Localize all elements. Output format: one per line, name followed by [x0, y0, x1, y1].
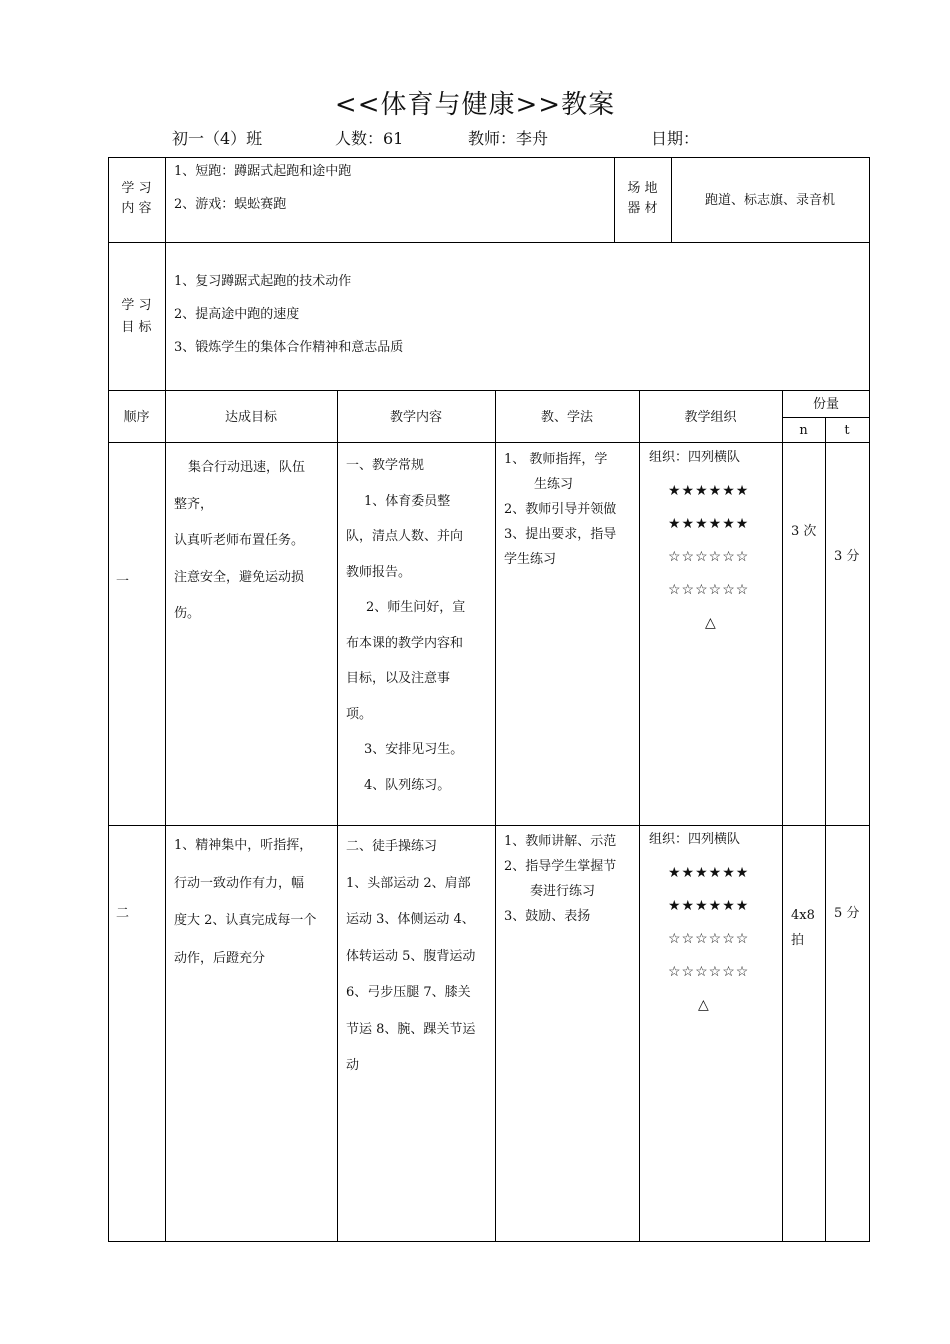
goal-item: 3、锻炼学生的集体合作精神和意志品质 — [174, 340, 404, 355]
row-n: 4x8 拍 — [791, 908, 815, 948]
row-order: 一 — [116, 574, 130, 589]
divider — [165, 157, 166, 1242]
content-label: 学 习 内 容 — [121, 181, 152, 216]
class-info: 初一（4）班 — [172, 129, 263, 148]
formation-row: △ — [705, 615, 717, 631]
formation-row: ★★★★★★ — [668, 483, 750, 499]
header-method: 教、学法 — [540, 410, 593, 425]
row-content: 一、教学常规 1、体育委员整 队，清点人数、并向 教师报告。 2、师生问好，宣 布本课的教学内容和 目标，以及注意事 项。 3、安排见习生。 4、队列练习。 — [346, 458, 466, 793]
venue-label: 场 地 器 材 — [627, 181, 658, 216]
date-label: 日期： — [651, 129, 700, 148]
divider — [108, 825, 870, 826]
divider — [782, 390, 783, 1242]
goal-item: 2、提高途中跑的速度 — [174, 307, 300, 322]
goal-label: 学 习 目 标 — [121, 298, 152, 335]
divider — [782, 417, 870, 418]
row-org-title: 组织：四列横队 — [649, 450, 741, 465]
row-method: 1、教师讲解、示范 2、指导学生掌握节 奏进行练习 3、鼓励、表扬 — [504, 834, 617, 924]
row-content: 二、徒手操练习 1、头部运动 2、肩部 运动 3、体侧运动 4、 体转运动 5、腹背运动 6、弓步压腿 7、膝关 节运 8、腕、踝关节运 动 — [346, 839, 476, 1073]
formation-row: △ — [698, 997, 710, 1013]
formation-row: ★★★★★★ — [668, 865, 750, 881]
header-n: n — [799, 423, 808, 438]
divider — [108, 390, 870, 391]
formation-row: ☆☆☆☆☆☆ — [668, 582, 750, 598]
header-org: 教学组织 — [684, 410, 737, 425]
divider — [495, 390, 496, 1242]
row-t: 3 分 — [834, 549, 860, 564]
table-border-right — [869, 157, 870, 1242]
lesson-plan-table — [108, 157, 870, 1242]
row-target: 1、精神集中，听指挥， 行动一致动作有力，幅 度大 2、认真完成每一个 动作，后蹬充分 — [174, 838, 317, 966]
row-order: 二 — [116, 906, 130, 921]
formation-row: ★★★★★★ — [668, 898, 750, 914]
formation-row: ☆☆☆☆☆☆ — [668, 964, 750, 980]
page-title: <<体育与健康>>教案 — [334, 90, 616, 120]
content-item: 2、游戏：蜈蚣赛跑 — [174, 197, 287, 212]
divider — [108, 442, 870, 443]
goal-item: 1、复习蹲踞式起跑的技术动作 — [174, 274, 352, 289]
row-t: 5 分 — [834, 906, 860, 921]
table-border-bottom — [108, 1241, 870, 1242]
content-item: 1、短跑：蹲踞式起跑和途中跑 — [174, 164, 352, 179]
teacher-name: 教师：李舟 — [468, 129, 549, 148]
formation-row: ☆☆☆☆☆☆ — [668, 931, 750, 947]
row-target: 集合行动迅速，队伍 整齐， 认真听老师布置任务。 注意安全，避免运动损 伤。 — [174, 460, 306, 621]
venue-value: 跑道、标志旗、录音机 — [704, 193, 835, 208]
student-count: 人数：61 — [335, 129, 404, 148]
divider — [825, 417, 826, 1242]
divider — [337, 390, 338, 1242]
formation-row: ☆☆☆☆☆☆ — [668, 549, 750, 565]
header-target: 达成目标 — [224, 410, 277, 425]
header-t: t — [844, 423, 850, 438]
row-method: 1、 教师指挥，学 生练习 2、教师引导并领做 3、提出要求，指导 学生练习 — [504, 452, 617, 567]
header-order: 顺序 — [123, 410, 150, 425]
formation-row: ★★★★★★ — [668, 516, 750, 532]
row-org-title: 组织：四列横队 — [649, 832, 741, 847]
header-amount: 份量 — [812, 397, 839, 412]
table-border-top — [108, 157, 870, 158]
divider — [108, 242, 870, 243]
row-n: 3 次 — [791, 524, 817, 539]
header-content: 教学内容 — [389, 410, 442, 425]
divider — [639, 390, 640, 1242]
